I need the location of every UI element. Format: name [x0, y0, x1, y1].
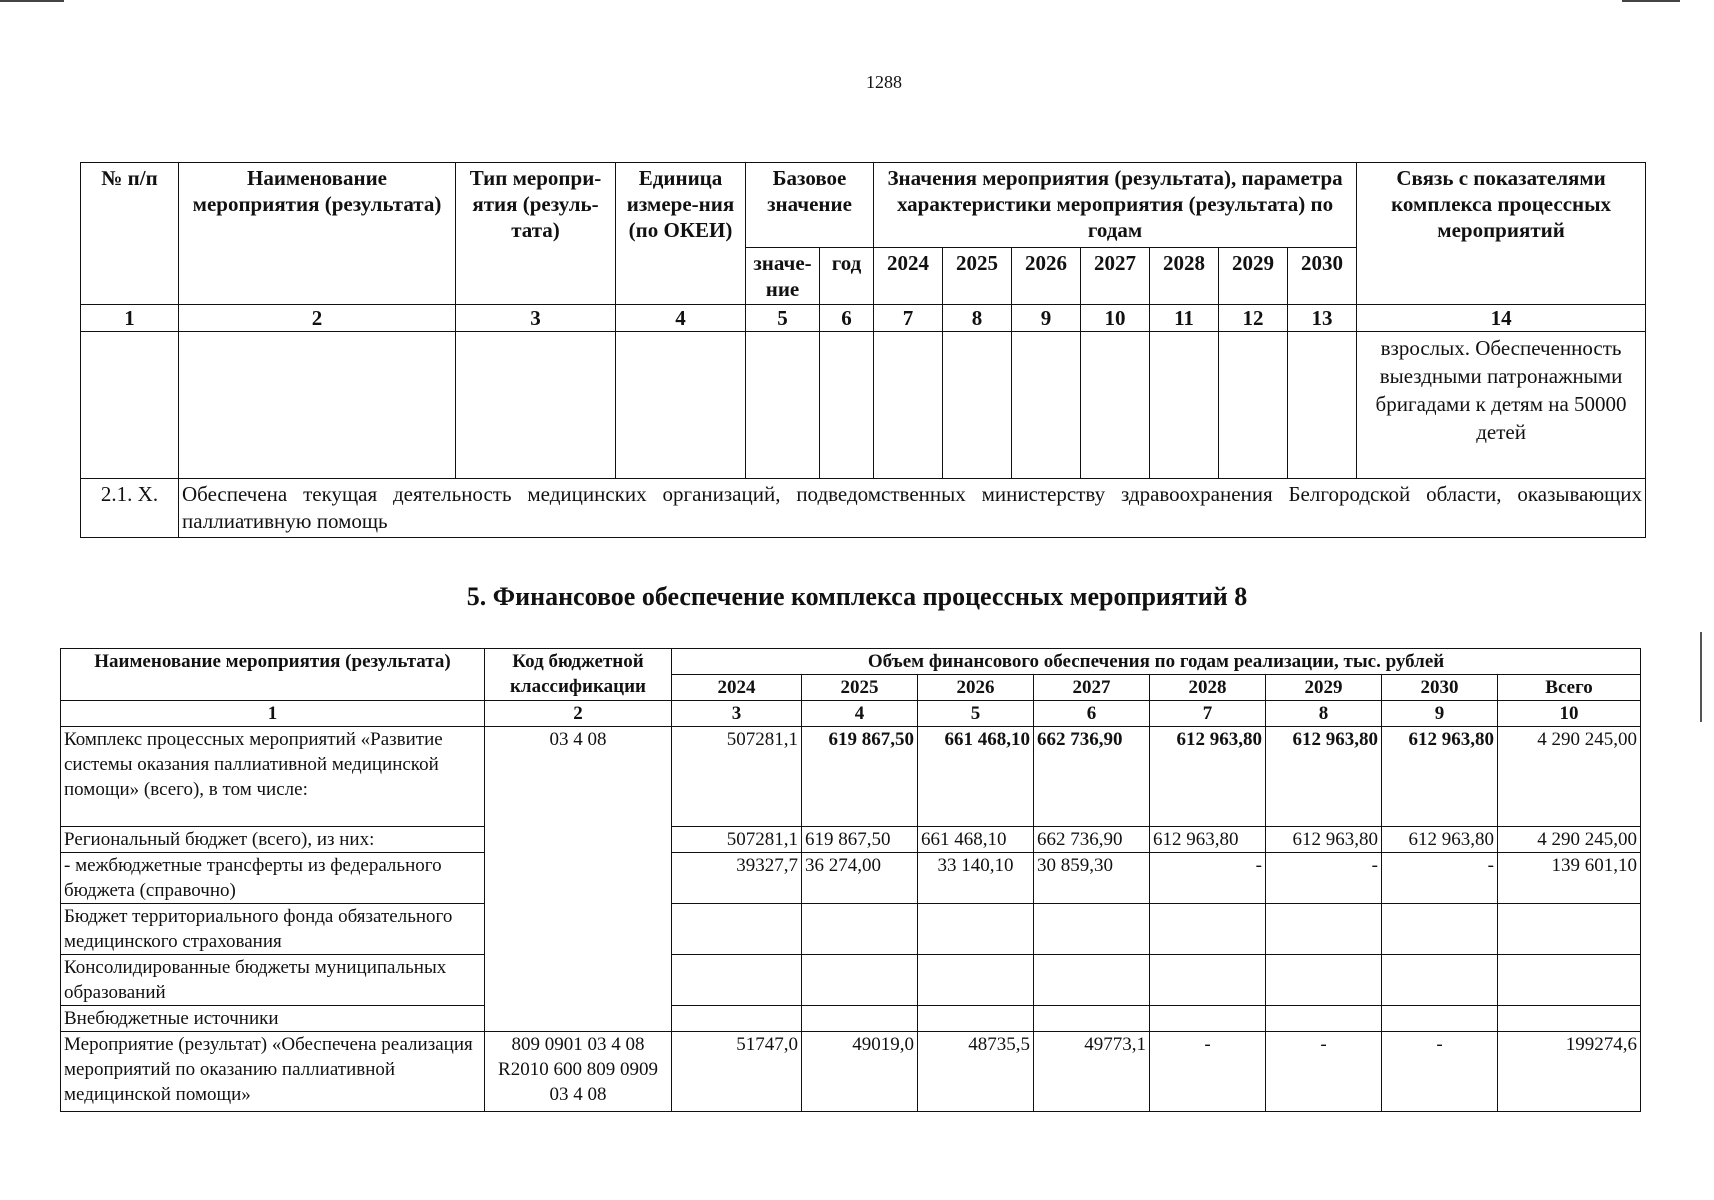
- row-code: 03 4 08: [485, 727, 672, 1032]
- header-year: 2030: [1382, 675, 1498, 701]
- col-number: 7: [1150, 701, 1266, 727]
- value-cell: 30 859,30: [1034, 853, 1150, 904]
- header-year: 2028: [1150, 675, 1266, 701]
- row-name: Комплекс процессных мероприятий «Развитие системы оказания паллиативной медицинской помощи» (всего), в том числе:: [61, 727, 485, 827]
- value-cell: 661 468,10: [918, 727, 1034, 827]
- value-cell: 612 963,80: [1150, 727, 1266, 827]
- header-year: 2027: [1034, 675, 1150, 701]
- header-year: 2029: [1266, 675, 1382, 701]
- value-cell: 662 736,90: [1034, 727, 1150, 827]
- table-row: [61, 955, 1641, 1006]
- value-cell: -: [1382, 853, 1498, 904]
- col-number: 10: [1081, 305, 1150, 332]
- header-values-by-year: Значения мероприятия (результата), параметра характеристики мероприятия (результата) по годам: [874, 163, 1357, 248]
- value-cell: 507281,1: [672, 727, 802, 827]
- col-number: 1: [61, 701, 485, 727]
- table-row: [61, 1006, 1641, 1032]
- table-row: [61, 1032, 1641, 1112]
- value-cell: 662 736,90: [1034, 827, 1150, 853]
- header-year: 2025: [943, 248, 1012, 305]
- page-number: 1288: [866, 72, 902, 92]
- col-number: 11: [1150, 305, 1219, 332]
- col-number: 9: [1012, 305, 1081, 332]
- header-year: 2025: [802, 675, 918, 701]
- financing-table: [60, 648, 1641, 1112]
- value-cell: 619 867,50: [802, 727, 918, 827]
- col-number: 13: [1288, 305, 1357, 332]
- row-name: Региональный бюджет (всего), из них:: [61, 827, 485, 853]
- col-number: 5: [918, 701, 1034, 727]
- table-row: [81, 479, 1646, 538]
- header-unit: Единица измере-ния (по ОКЕИ): [616, 163, 746, 305]
- value-cell: 507281,1: [672, 827, 802, 853]
- col-number: 4: [616, 305, 746, 332]
- row-name: - межбюджетные трансферты из федерального бюджета (справочно): [61, 853, 485, 904]
- col-number: 12: [1219, 305, 1288, 332]
- value-cell: -: [1150, 853, 1266, 904]
- table-row: [81, 332, 1646, 479]
- margin-mark: [1700, 632, 1702, 722]
- col-number: 3: [672, 701, 802, 727]
- header-year: 2026: [918, 675, 1034, 701]
- header-code: Код бюджетной классификации: [485, 649, 672, 701]
- link-continuation-text: взрослых. Обеспеченность выездными патронажными бригадами к детям на 50000 детей: [1357, 332, 1646, 479]
- col-number: 6: [1034, 701, 1150, 727]
- top-left-rule: [0, 0, 64, 2]
- value-cell: 4 290 245,00: [1498, 727, 1641, 827]
- header-year: 2026: [1012, 248, 1081, 305]
- col-number: 5: [746, 305, 820, 332]
- table-row: [61, 853, 1641, 904]
- row-name: Консолидированные бюджеты муниципальных образований: [61, 955, 485, 1006]
- activity-values-table: [80, 162, 1646, 538]
- header-year: 2024: [874, 248, 943, 305]
- header-base: Базовое значение: [746, 163, 874, 248]
- row-name: Мероприятие (результат) «Обеспечена реализация мероприятий по оказанию паллиативной медицинской помощи»: [61, 1032, 485, 1112]
- value-cell: 33 140,10: [918, 853, 1034, 904]
- header-name: Наименование мероприятия (результата): [61, 649, 485, 701]
- value-cell: 51747,0: [672, 1032, 802, 1112]
- value-cell: 612 963,80: [1382, 727, 1498, 827]
- header-year: 2030: [1288, 248, 1357, 305]
- col-number: 2: [485, 701, 672, 727]
- table-row: [61, 827, 1641, 853]
- value-cell: -: [1266, 1032, 1382, 1112]
- col-number: 1: [81, 305, 179, 332]
- header-year: 2028: [1150, 248, 1219, 305]
- value-cell: 139 601,10: [1498, 853, 1641, 904]
- value-cell: 4 290 245,00: [1498, 827, 1641, 853]
- header-link: Связь с показателями комплекса процессных мероприятий: [1357, 163, 1646, 305]
- header-num: № п/п: [81, 163, 179, 305]
- value-cell: 36 274,00: [802, 853, 918, 904]
- value-cell: -: [1382, 1032, 1498, 1112]
- header-base-value: значе-ние: [746, 248, 820, 305]
- col-number: 10: [1498, 701, 1641, 727]
- header-total: Всего: [1498, 675, 1641, 701]
- row-number: 2.1. Х.: [81, 479, 179, 538]
- row-code: 809 0901 03 4 08 R2010 600 809 0909 03 4 08: [485, 1032, 672, 1112]
- header-year: 2024: [672, 675, 802, 701]
- row-name: Внебюджетные источники: [61, 1006, 485, 1032]
- value-cell: 49773,1: [1034, 1032, 1150, 1112]
- value-cell: 199274,6: [1498, 1032, 1641, 1112]
- header-name: Наименование мероприятия (результата): [179, 163, 456, 305]
- row-name: Бюджет территориального фонда обязательного медицинского страхования: [61, 904, 485, 955]
- header-year: 2029: [1219, 248, 1288, 305]
- col-number: 8: [943, 305, 1012, 332]
- table-row: [61, 727, 1641, 827]
- value-cell: 49019,0: [802, 1032, 918, 1112]
- row-description: Обеспечена текущая деятельность медицинских организаций, подведомственных министерству здравоохранения Белгородской области, оказывающих паллиативную помощь: [179, 479, 1646, 538]
- value-cell: 612 963,80: [1266, 727, 1382, 827]
- col-number: 7: [874, 305, 943, 332]
- value-cell: 661 468,10: [918, 827, 1034, 853]
- value-cell: 612 963,80: [1266, 827, 1382, 853]
- header-type: Тип меропри-ятия (резуль-тата): [456, 163, 616, 305]
- value-cell: -: [1266, 853, 1382, 904]
- value-cell: 48735,5: [918, 1032, 1034, 1112]
- col-number: 14: [1357, 305, 1646, 332]
- value-cell: 612 963,80: [1382, 827, 1498, 853]
- col-number: 9: [1382, 701, 1498, 727]
- col-number: 8: [1266, 701, 1382, 727]
- value-cell: -: [1150, 1032, 1266, 1112]
- header-year: 2027: [1081, 248, 1150, 305]
- col-number: 3: [456, 305, 616, 332]
- col-number: 4: [802, 701, 918, 727]
- col-number: 6: [820, 305, 874, 332]
- col-number: 2: [179, 305, 456, 332]
- top-right-rule: [1622, 0, 1680, 2]
- header-base-year: год: [820, 248, 874, 305]
- table-row: [61, 904, 1641, 955]
- value-cell: 39327,7: [672, 853, 802, 904]
- header-volume: Объем финансового обеспечения по годам реализации, тыс. рублей: [672, 649, 1641, 675]
- section-title: 5. Финансовое обеспечение комплекса процессных мероприятий 8: [466, 582, 1248, 611]
- value-cell: 619 867,50: [802, 827, 918, 853]
- value-cell: 612 963,80: [1150, 827, 1266, 853]
